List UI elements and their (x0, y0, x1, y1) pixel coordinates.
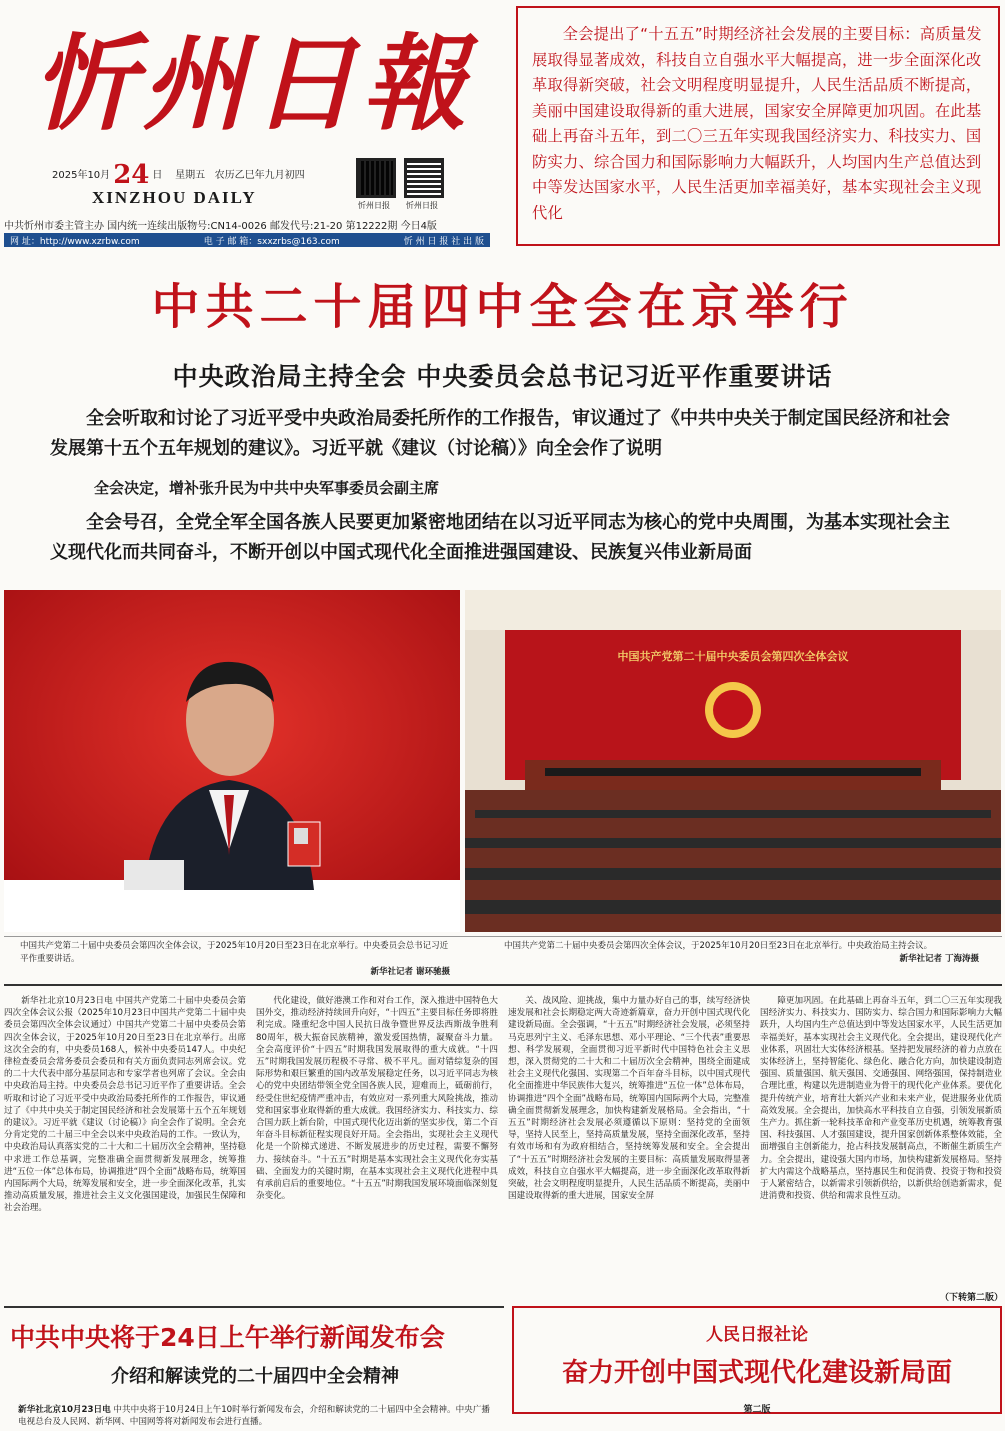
caption-text: 中国共产党第二十届中央委员会第四次全体会议，于2025年10月20日至23日在北京举行。中央委员会总书记习近平作重要讲话。 (20, 941, 449, 964)
photo-credit: 新华社记者 丁海涛摄 (899, 954, 979, 964)
photo-plenary (465, 590, 1001, 932)
contact-bar (4, 233, 490, 247)
caption-text: 中国共产党第二十届中央委员会第四次全体会议，于2025年10月20日至23日在北京举行。中央政治局主持会议。 (504, 941, 933, 951)
news-dateline: 新华社北京10月23日电 (18, 1405, 111, 1415)
qr-label: 忻州日报 (406, 201, 438, 210)
bottom-divider (4, 1306, 504, 1308)
main-headline: 中共二十届四中全会在京举行 (151, 279, 854, 335)
email[interactable]: 电 子 邮 箱：sxxzrbs@163.com (203, 236, 340, 247)
lead-paragraph-1: 全会听取和讨论了习近平受中央政治局委托所作的工作报告，审议通过了《中共中央关于制定国民经济和社会发展第十五个五年规划的建议》。习近平就《建议（讨论稿）》向全会作了说明 (50, 408, 950, 459)
qr-code-icon (404, 158, 444, 198)
publication-info: 中共忻州市委主管主办 国内统一连续出版物号:CN14-0026 邮发代号:21-20 第12222期 今日4版 (4, 221, 437, 232)
photo-right-caption (504, 940, 994, 966)
newspaper-logo (12, 22, 492, 142)
website[interactable]: 网 址：http://www.xzrbw.com (10, 236, 140, 247)
sub-headline: 中央政治局主持全会 中央委员会总书记习近平作重要讲话 (172, 362, 833, 391)
plenary-hall-image (465, 590, 1001, 932)
article-column-3 (508, 995, 750, 1307)
press-conference-headline: 中共中央将于24日上午举行新闻发布会 (10, 1323, 445, 1352)
column-text: 新华社北京10月23日电 中国共产党第二十届中央委员会第四次全体会议公报（2025年10月23日中国共产党第二十届中央委员会第四次全体会议通过）中国共产党第二十届中央委员会第四次全体会议，于2025年10月20日至23日在北京举行。出席这次全会的有，中央委员168人，候补中央委员147人。中央纪律检查委员会常务委员会委员和有关方面负责同志列席会议。党的二十大代表中部分基层同志和专家学者也列席了会议。全会由中央政治局主持。中央委员会总书记习近平作了重要讲话。全会听取和讨论了习近平受中央政治局委托所作的工作报告，审议通过了《中共中央关于制定国民经济和社会发展第十五个五年规划的建议》。习近平就《建议（讨论稿）》向全会作了说明。全会充分肯定党的二十届三中全会以来中央政治局的工作。一致认为，中央政治局认真落实党的二十大和二十届历次全会精神，坚持稳中求进工作总基调，完整准确全面贯彻新发展理念，统筹推进“五位一体”总体布局，协调推进“四个全面”战略布局，统筹国内国际两个大局，统筹发展和安全，进一步全面深化改革，扎实推动高质量发展，推进社会主义文化强国建设，加强民生保障和社会治理。 (4, 996, 246, 1214)
date-suffix: 日 (152, 170, 163, 181)
press-conference-news (18, 1404, 498, 1428)
weekday: 星期五 (175, 170, 206, 181)
date-day: 24 (113, 160, 150, 190)
column-text: 障更加巩固。在此基础上再奋斗五年，到二〇三五年实现我国经济实力、科技实力、国防实力、综合国力和国际影响力大幅跃升，人均国内生产总值达到中等发达国家水平，人民生活更加幸福美好，基本实现社会主义现代化。全会提出，建设现代化产业体系，巩固壮大实体经济根基。坚持把发展经济的着力点放在实体经济上，坚持智能化、绿色化、融合化方向，加快建设制造强国、质量强国、航天强国、交通强国、网络强国，保持制造业合理比重，构建以先进制造业为骨干的现代化产业体系。要优化提升传统产业，培育壮大新兴产业和未来产业，促进服务业优质高效发展。全会提出，加快高水平科技自立自强，引领发展新质生产力。抓住新一轮科技革命和产业变革历史机遇，统筹教育强国、科技强国、人才强国建设，提升国家创新体系整体效能，全面增强自主创新能力，抢占科技发展制高点，不断催生新质生产力。全会提出，建设强大国内市场，加快构建新发展格局。坚持扩大内需这个战略基点，坚持惠民生和促消费、投资于物和投资于人紧密结合，以新需求引领新供给，以新供给创造新需求，促进消费和投资、供给和需求良性互动。 (760, 996, 1002, 1202)
continued-note: （下转第二版） (940, 1293, 1004, 1303)
date-month: 2025年10月 (52, 170, 111, 181)
editorial-page-ref: 第二版 (743, 1405, 771, 1415)
summary-text: 全会提出了“十五五”时期经济社会发展的主要目标：高质量发展取得显著成效，科技自立自强水平大幅提高，进一步全面深化改革取得新突破，社会文明程度明显提升，人民生活品质不断提高，美丽中国建设取得新的重大进展，国家安全屏障更加巩固。在此基础上再奋斗五年，到二〇三五年实现我国经济实力、科技实力、国防实力、综合国力和国际影响力大幅跃升，人均国内生产总值达到中等发达国家水平，人民生活更加幸福美好，基本实现社会主义现代化 (532, 25, 982, 222)
svg-text:忻州日報: 忻州日報 (31, 22, 473, 142)
press-conference-subtitle: 介绍和解读党的二十届四中全会精神 (111, 1366, 399, 1387)
qr-label: 忻州日报 (358, 201, 390, 210)
photo-speaker (4, 590, 460, 932)
svg-text:中国共产党第二十届中央委员会第四次全体会议: 中国共产党第二十届中央委员会第四次全体会议 (617, 650, 849, 663)
masthead (0, 0, 505, 255)
news-text: 中共中央将于10月24日上午10时举行新闻发布会，介绍和解读党的二十届四中全会精神。中央广播电视总台及人民网、新华网、中国网等将对新闻发布会进行直播。 (18, 1405, 490, 1427)
article-body (4, 995, 1002, 1307)
editorial-title[interactable]: 奋力开创中国式现代化建设新局面 (561, 1358, 952, 1388)
photo-left-caption (20, 940, 450, 979)
column-text: 关、战风险、迎挑战，集中力量办好自己的事，续写经济快速发展和社会长期稳定两大奇迹新篇章，奋力开创中国式现代化建设新局面。全会强调，“十五五”时期经济社会发展，必须坚持马克思列宁主义、毛泽东思想、邓小平理论、“三个代表”重要思想、科学发展观，全面贯彻习近平新时代中国特色社会主义思想，深入贯彻党的二十大和二十届历次全会精神，围绕全面建成社会主义现代化强国、实现第二个百年奋斗目标，以中国式现代化全面推进中华民族伟大复兴，统筹推进“五位一体”总体布局，协调推进“四个全面”战略布局，统筹国内国际两个大局，完整准确全面贯彻新发展理念，加快构建新发展格局。全会指出，“十五五”时期经济社会发展必须遵循以下原则：坚持党的全面领导，坚持人民至上，坚持高质量发展，坚持全面深化改革，坚持有效市场和有为政府相结合，坚持统筹发展和安全。全会提出了“十五五”时期经济社会发展的主要目标：高质量发展取得显著成效，科技自立自强水平大幅提高，进一步全面深化改革取得新突破，社会文明程度明显提升，人民生活品质不断提高，美丽中国建设取得新的重大进展，国家安全屏 (508, 996, 750, 1202)
publisher: 忻 州 日 报 社 出 版 (403, 236, 484, 247)
editorial-source: 人民日报社论 (706, 1325, 808, 1345)
column-text: 代化建设，做好港澳工作和对台工作，深入推进中国特色大国外交，推动经济持续回升向好，“十四五”主要目标任务即将胜利完成。隆重纪念中国人民抗日战争暨世界反法西斯战争胜利80周年，极大振奋民族精神，激发爱国热情，凝聚奋斗力量。全会高度评价“十四五”时期我国发展取得的重大成就。“十四五”时期我国发展历程极不寻常、极不平凡。面对错综复杂的国际形势和艰巨繁重的国内改革发展稳定任务，以习近平同志为核心的党中央团结带领全党全国各族人民，迎难而上，砥砺前行，经受住世纪疫情严重冲击，有效应对一系列重大风险挑战，推动党和国家事业取得新的重大成就。我国经济实力、科技实力、综合国力跃上新台阶，中国式现代化迈出新的坚实步伐，第二个百年奋斗目标新征程实现良好开局。全会指出，实现社会主义现代化是一个阶梯式递进、不断发展进步的历史过程，需要不懈努力、接续奋斗。“十五五”时期是基本实现社会主义现代化夯实基础、全面发力的关键时期，在基本实现社会主义现代化进程中具有承前启后的重要地位。“十五五”时期我国发展环境面临深刻复杂变化。 (256, 996, 498, 1202)
dateline (52, 160, 305, 190)
section-divider (4, 984, 1002, 986)
article-column-2 (256, 995, 498, 1307)
english-title: XINZHOU DAILY (92, 188, 257, 207)
lead-paragraph-2: 全会决定，增补张升民为中共中央军事委员会副主席 (94, 479, 440, 497)
qr-code-icon (356, 158, 396, 198)
photo-credit: 新华社记者 谢环驰摄 (370, 967, 450, 977)
lead-paragraph-3: 全会号召，全党全军全国各族人民要更加紧密地团结在以习近平同志为核心的党中央周围，为基本实现社会主义现代化而共同奋斗，不断开创以中国式现代化全面推进强国建设、民族复兴伟业新局面 (50, 512, 950, 563)
speaker-image (4, 590, 460, 932)
summary-box (516, 6, 1000, 246)
article-column-4 (760, 995, 1002, 1307)
article-column-1 (4, 995, 246, 1307)
lunar-date: 农历乙巳年九月初四 (214, 170, 305, 181)
caption-divider (4, 936, 1002, 937)
